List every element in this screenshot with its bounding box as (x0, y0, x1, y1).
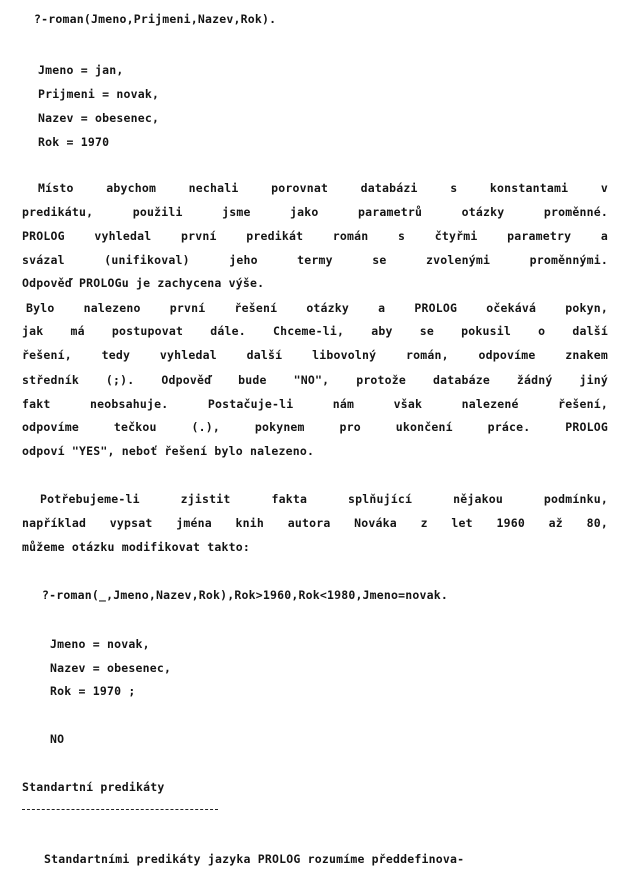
paragraph-line: můžeme otázku modifikovat takto: (22, 540, 250, 554)
heading-underline (22, 809, 218, 810)
paragraph-line: středník (;). Odpověď bude "NO", protože databáze žádný jiný (22, 373, 608, 387)
paragraph-line: fakt neobsahuje. Postačuje-li nám však nalezené řešení, (22, 397, 608, 411)
paragraph-line: řešení, tedy vyhledal další libovolný román, odpovíme znakem (22, 348, 608, 362)
result-2-line: Jmeno = novak, (50, 637, 150, 651)
paragraph-line: Bylo nalezeno první řešení otázky a PROLOG očekává pokyn, (26, 301, 608, 315)
paragraph-line: svázal (unifikoval) jeho termy se zvolenými proměnnými. (22, 253, 608, 267)
result-1-line: Jmeno = jan, (38, 63, 124, 77)
result-2-line: Rok = 1970 ; (50, 684, 136, 698)
paragraph-line: PROLOG vyhledal první predikát román s čtyřmi parametry a (22, 229, 608, 243)
paragraph-line: Potřebujeme-li zjistit fakta splňující nějakou podmínku, (40, 492, 608, 506)
paragraph-line: predikátu, použili jsme jako parametrů otázky proměnné. (22, 205, 608, 219)
query-2: ?-roman(_,Jmeno,Nazev,Rok),Rok>1960,Rok<1980,Jmeno=novak. (42, 588, 449, 602)
paragraph-line: odpovíme tečkou (.), pokynem pro ukončení práce. PROLOG (22, 420, 608, 434)
paragraph-line: Odpověď PROLOGu je zachycena výše. (22, 276, 265, 290)
answer-2: NO (50, 732, 65, 746)
paragraph-line: odpoví "YES", neboť řešení bylo nalezeno. (22, 444, 315, 458)
result-2-line: Nazev = obesenec, (50, 661, 172, 675)
paragraph-line: jak má postupovat dále. Chceme-li, aby se pokusil o další (22, 324, 608, 338)
section-text: Standartními predikáty jazyka PROLOG rozumíme předdefinova- (44, 852, 465, 866)
result-1-line: Nazev = obesenec, (38, 111, 160, 125)
query-1: ?-roman(Jmeno,Prijmeni,Nazev,Rok). (34, 12, 277, 26)
result-1-line: Prijmeni = novak, (38, 87, 160, 101)
section-heading: Standartní predikáty (22, 780, 165, 794)
paragraph-line: Místo abychom nechali porovnat databázi s konstantami v (38, 181, 608, 195)
result-1-line: Rok = 1970 (38, 135, 110, 149)
paragraph-line: například vypsat jména knih autora Nováka z let 1960 až 80, (22, 516, 608, 530)
